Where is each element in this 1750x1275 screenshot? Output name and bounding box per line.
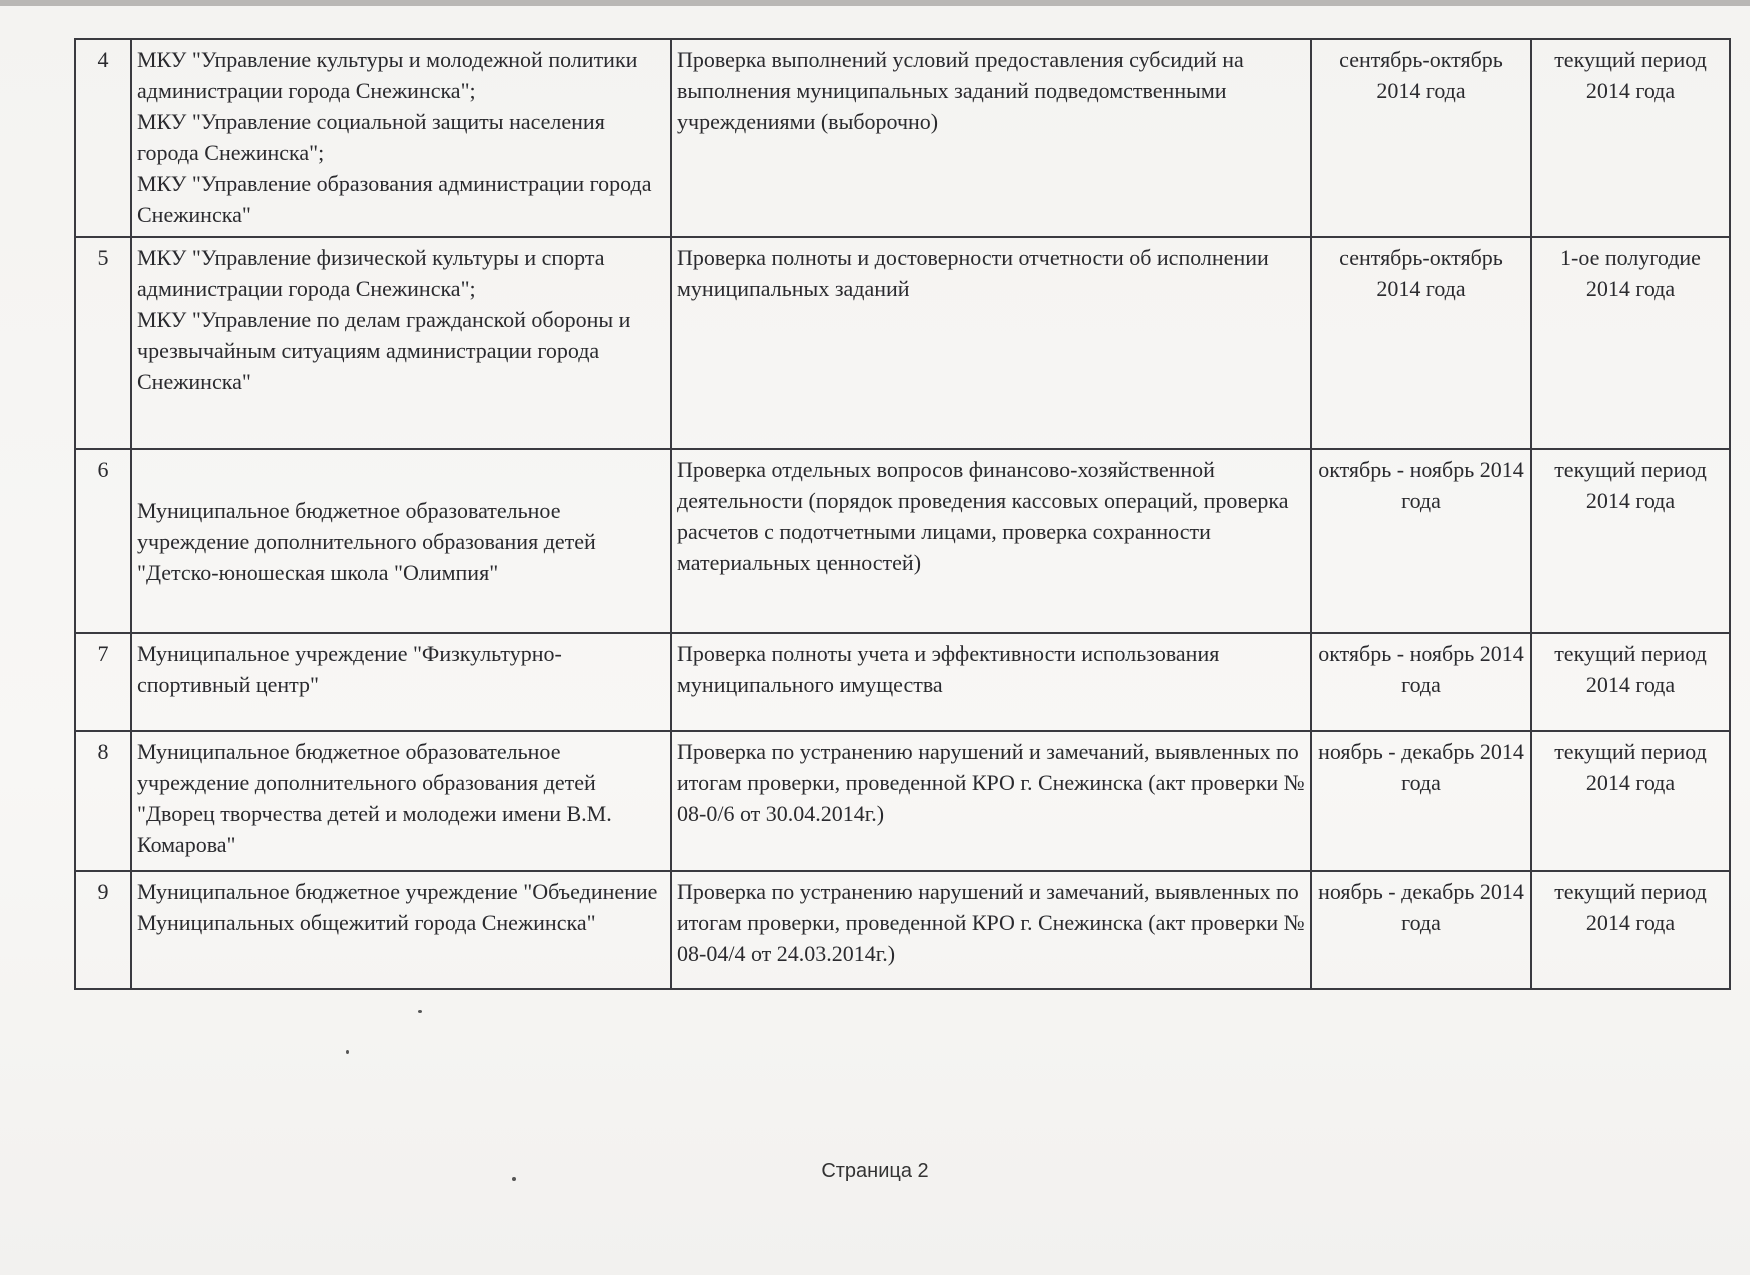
subject-cell: Проверка полноты учета и эффективности использования муниципального имущества: [671, 633, 1311, 731]
scan-edge: [0, 0, 1750, 6]
term-cell: сентябрь-октябрь 2014 года: [1311, 39, 1531, 237]
table-row: [75, 237, 1730, 449]
period-cell: текущий период 2014 года: [1531, 633, 1730, 731]
subject-cell: Проверка полноты и достоверности отчетности об исполнении муниципальных заданий: [671, 237, 1311, 449]
row-number: 8: [75, 731, 131, 871]
page-number: Страница 2: [821, 1160, 929, 1182]
term-cell: октябрь - ноябрь 2014 года: [1311, 633, 1531, 731]
scan-speck: [346, 1050, 349, 1054]
subject-cell: Проверка отдельных вопросов финансово-хозяйственной деятельности (порядок проведения кассовых операций, проверка расчетов с подотчетными лицами, проверка сохранности материальных ценностей): [671, 449, 1311, 633]
organization-cell: Муниципальное бюджетное образовательное учреждение дополнительного образования детей "Детско-юношеская школа "Олимпия": [131, 449, 671, 633]
subject-cell: Проверка по устранению нарушений и замечаний, выявленных по итогам проверки, проведенной КРО г. Снежинска (акт проверки № 08-0/6 от 30.04.2014г.): [671, 731, 1311, 871]
period-cell: текущий период 2014 года: [1531, 449, 1730, 633]
table-row: [75, 731, 1730, 871]
organization-cell: Муниципальное бюджетное учреждение "Объединение Муниципальных общежитий города Снежинска": [131, 871, 671, 989]
row-number: 4: [75, 39, 131, 237]
scan-speck: [418, 1010, 422, 1013]
term-cell: ноябрь - декабрь 2014 года: [1311, 731, 1531, 871]
subject-cell: Проверка выполнений условий предоставления субсидий на выполнения муниципальных заданий подведомственными учреждениями (выборочно): [671, 39, 1311, 237]
term-cell: октябрь - ноябрь 2014 года: [1311, 449, 1531, 633]
term-cell: сентябрь-октябрь 2014 года: [1311, 237, 1531, 449]
row-number: 6: [75, 449, 131, 633]
inspection-plan-table: [74, 38, 1731, 990]
organization-cell: МКУ "Управление культуры и молодежной политики администрации города Снежинска"; МКУ "Управление социальной защиты населения города Снежинска"; МКУ "Управление образования администрации города Снежинска": [131, 39, 671, 237]
subject-cell: Проверка по устранению нарушений и замечаний, выявленных по итогам проверки, проведенной КРО г. Снежинска (акт проверки № 08-04/4 от 24.03.2014г.): [671, 871, 1311, 989]
organization-cell: Муниципальное учреждение "Физкультурно-спортивный центр": [131, 633, 671, 731]
row-number: 9: [75, 871, 131, 989]
row-number: 5: [75, 237, 131, 449]
period-cell: текущий период 2014 года: [1531, 731, 1730, 871]
table-row: [75, 871, 1730, 989]
organization-cell: Муниципальное бюджетное образовательное учреждение дополнительного образования детей "Дворец творчества детей и молодежи имени В.М. Комарова": [131, 731, 671, 871]
table-row: [75, 449, 1730, 633]
table-row: [75, 633, 1730, 731]
table-row: [75, 39, 1730, 237]
organization-cell: МКУ "Управление физической культуры и спорта администрации города Снежинска"; МКУ "Управление по делам гражданской обороны и чрезвычайным ситуациям администрации города Снежинска": [131, 237, 671, 449]
period-cell: текущий период 2014 года: [1531, 39, 1730, 237]
period-cell: текущий период 2014 года: [1531, 871, 1730, 989]
row-number: 7: [75, 633, 131, 731]
term-cell: ноябрь - декабрь 2014 года: [1311, 871, 1531, 989]
period-cell: 1-ое полугодие 2014 года: [1531, 237, 1730, 449]
